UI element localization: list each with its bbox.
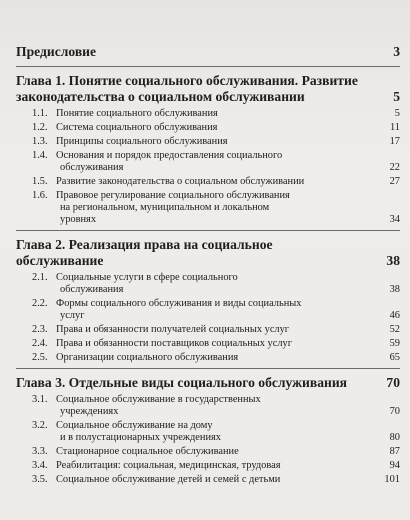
chapter-2-title-line2: обслуживание [16, 253, 104, 268]
section-number: 3.2. [32, 420, 48, 431]
section-title-cont: уровнях [60, 214, 97, 225]
toc-section-3-2 [16, 420, 400, 444]
chapter-1-sections [16, 108, 400, 226]
section-title: Формы социального обслуживания и виды социальных [56, 298, 302, 309]
section-title: Социальное обслуживание в государственных [56, 394, 261, 405]
section-number: 3.3. [32, 446, 48, 457]
section-title-cont: услуг [60, 310, 85, 321]
chapter-3-title: Глава 3. Отдельные виды социального обслуживания [16, 375, 348, 390]
section-title-cont: обслуживания [60, 162, 124, 173]
section-number: 3.5. [32, 474, 48, 485]
section-title: Стационарное социальное обслуживание [56, 446, 239, 457]
section-title-cont: обслуживания [60, 284, 124, 295]
section-number: 1.3. [32, 136, 48, 147]
section-number: 1.6. [32, 190, 48, 201]
toc-section-2-3 [16, 324, 400, 336]
toc-section-3-1 [16, 394, 400, 418]
section-number: 3.4. [32, 460, 48, 471]
toc-chapter-3 [16, 375, 400, 391]
preface-page: 3 [393, 44, 400, 59]
chapter-1-page: 5 [393, 89, 400, 104]
section-page: 38 [389, 284, 400, 295]
chapter-2-sections [16, 272, 400, 364]
toc-preface [16, 44, 400, 60]
section-page: 80 [389, 432, 400, 443]
section-page: 94 [389, 460, 400, 471]
preface-label: Предисловие [16, 44, 97, 59]
toc-section-3-4 [16, 460, 400, 472]
section-page: 11 [389, 122, 400, 133]
chapter-1-title-line2: законодательства о социальном обслуживании [16, 89, 305, 104]
section-number: 2.1. [32, 272, 48, 283]
section-title: Права и обязанности поставщиков социальных услуг [56, 338, 292, 349]
section-number: 2.2. [32, 298, 48, 309]
section-number: 1.4. [32, 150, 48, 161]
toc-chapter-2 [16, 237, 400, 269]
section-title: Правовое регулирование социального обслуживания [56, 190, 290, 201]
toc-section-1-2 [16, 122, 400, 134]
toc-section-3-3 [16, 446, 400, 458]
section-page: 87 [389, 446, 400, 457]
toc-section-2-1 [16, 272, 400, 296]
toc-chapter-1 [16, 73, 400, 105]
divider-line [16, 230, 400, 231]
toc-section-1-4 [16, 150, 400, 174]
section-number: 2.4. [32, 338, 48, 349]
toc-section-1-5 [16, 176, 400, 188]
section-title-cont: учреждениях [60, 406, 119, 417]
toc-section-2-4 [16, 338, 400, 350]
section-title: Организации социального обслуживания [56, 352, 239, 363]
toc-section-3-5 [16, 474, 400, 486]
divider-line [16, 66, 400, 67]
section-title: Реабилитация: социальная, медицинская, трудовая [56, 460, 281, 471]
section-title-cont: на региональном, муниципальном и локальном [60, 202, 270, 213]
section-title: Принципы социального обслуживания [56, 136, 228, 147]
section-number: 1.5. [32, 176, 48, 187]
section-number: 2.3. [32, 324, 48, 335]
toc-section-1-6 [16, 190, 400, 226]
section-title: Права и обязанности получателей социальных услуг [56, 324, 290, 335]
section-title: Социальное обслуживание детей и семей с детьми [56, 474, 281, 485]
toc-section-2-2 [16, 298, 400, 322]
section-title-cont: и в полустационарных учреждениях [60, 432, 221, 443]
section-page: 70 [389, 406, 400, 417]
chapter-1-title-line1: Глава 1. Понятие социального обслуживания. Развитие [16, 73, 358, 88]
section-page: 59 [389, 338, 400, 349]
section-page: 46 [389, 310, 400, 321]
chapter-3-sections [16, 394, 400, 486]
section-title: Основания и порядок предоставления социального [56, 150, 283, 161]
section-page: 52 [389, 324, 400, 335]
section-title: Система социального обслуживания [56, 122, 218, 133]
section-title: Понятие социального обслуживания [56, 108, 218, 119]
section-page: 34 [389, 214, 400, 225]
section-title: Развитие законодательства о социальном обслуживании [56, 176, 305, 187]
section-title: Социальное обслуживание на дому [56, 420, 213, 431]
table-of-contents [16, 44, 400, 490]
chapter-3-page: 70 [386, 375, 400, 390]
toc-section-1-1 [16, 108, 400, 120]
toc-section-2-5 [16, 352, 400, 364]
divider-line [16, 368, 400, 369]
section-page: 65 [389, 352, 400, 363]
section-number: 3.1. [32, 394, 48, 405]
section-page: 22 [389, 162, 400, 173]
section-page: 17 [389, 136, 400, 147]
chapter-2-title-line1: Глава 2. Реализация права на социальное [16, 237, 273, 252]
section-number: 1.2. [32, 122, 48, 133]
section-number: 1.1. [32, 108, 48, 119]
section-page: 101 [384, 474, 400, 485]
toc-section-1-3 [16, 136, 400, 148]
section-page: 5 [394, 108, 400, 119]
section-page: 27 [389, 176, 400, 187]
section-title: Социальные услуги в сфере социального [56, 272, 238, 283]
section-number: 2.5. [32, 352, 48, 363]
chapter-2-page: 38 [386, 253, 400, 268]
